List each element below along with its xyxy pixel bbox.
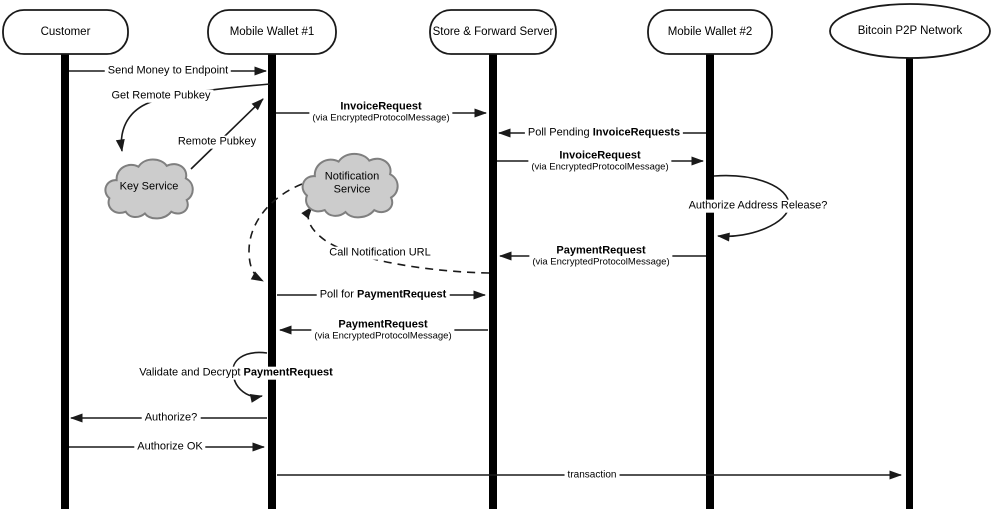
lifeline-mobile-wallet-2	[706, 53, 714, 509]
cloud-label-notification-service: Notification Service	[324, 170, 380, 195]
message-label-payment-request-to-server: PaymentRequest (via EncryptedProtocolMessage)	[529, 244, 672, 267]
lifeline-store-forward-server	[489, 53, 497, 509]
actor-label-store-forward-server: Store & Forward Server	[432, 26, 554, 38]
message-label-poll-pending: Poll Pending InvoiceRequests	[525, 127, 683, 140]
message-label-call-notification-url: Call Notification URL	[326, 247, 433, 260]
message-label-validate-decrypt: Validate and Decrypt PaymentRequest	[136, 367, 336, 380]
cloud-label-key-service: Key Service	[119, 180, 179, 193]
actor-label-customer: Customer	[40, 26, 91, 38]
message-label-authorize-address-release: Authorize Address Release?	[686, 200, 831, 213]
actor-label-mobile-wallet-2: Mobile Wallet #2	[667, 26, 753, 38]
message-label-remote-pubkey: Remote Pubkey	[175, 136, 259, 149]
message-label-authorize-question: Authorize?	[142, 412, 201, 425]
message-label-payment-request-to-wallet1: PaymentRequest (via EncryptedProtocolMessage)	[311, 318, 454, 341]
arrow-remote-pubkey	[191, 99, 263, 169]
lifeline-customer	[61, 53, 69, 509]
message-label-get-remote-pubkey: Get Remote Pubkey	[108, 90, 213, 103]
message-label-invoice-request-to-server: InvoiceRequest (via EncryptedProtocolMessage)	[309, 100, 452, 123]
arrow-call-notification-url	[308, 207, 489, 273]
message-label-transaction: transaction	[565, 469, 620, 481]
message-label-send-money: Send Money to Endpoint	[105, 65, 231, 78]
actor-label-mobile-wallet-1: Mobile Wallet #1	[229, 26, 315, 38]
lifeline-mobile-wallet-1	[268, 53, 276, 509]
message-label-poll-for-payment: Poll for PaymentRequest	[317, 289, 450, 302]
message-label-invoice-request-to-wallet2: InvoiceRequest (via EncryptedProtocolMessage)	[528, 149, 671, 172]
lifeline-bitcoin-p2p-network	[906, 57, 913, 509]
actor-label-bitcoin-p2p-network: Bitcoin P2P Network	[857, 25, 963, 37]
message-label-authorize-ok: Authorize OK	[134, 441, 205, 454]
